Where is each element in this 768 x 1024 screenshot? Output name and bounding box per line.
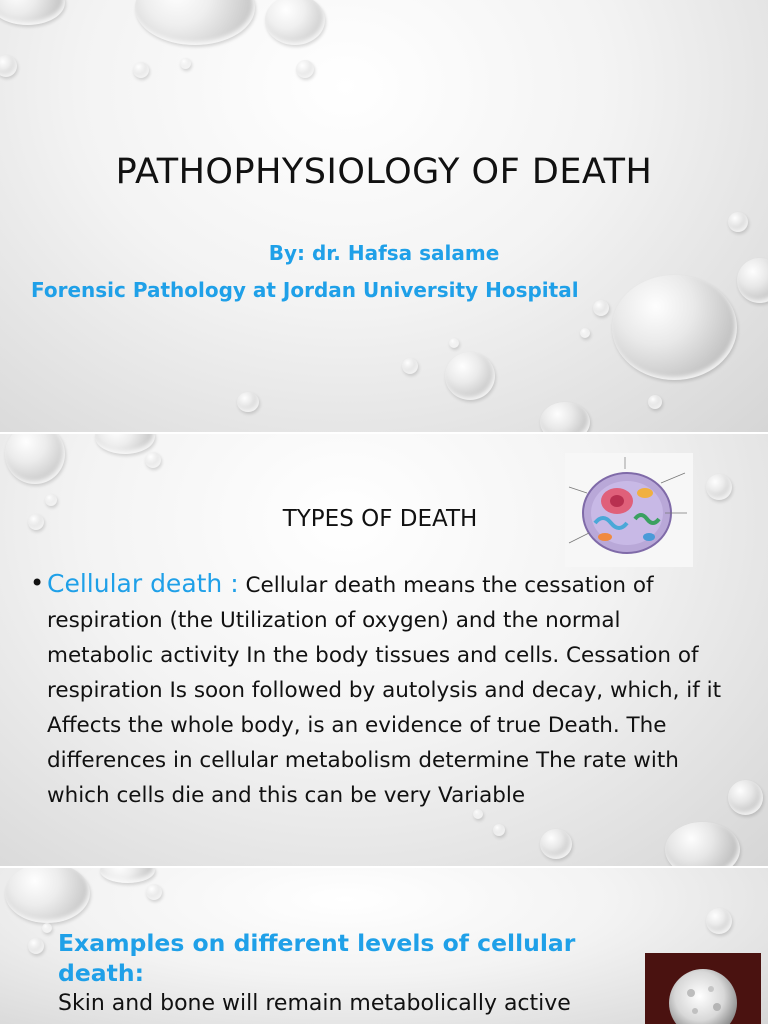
water-drop-icon: [135, 0, 255, 45]
water-drop-icon: [706, 908, 732, 934]
water-drop-icon: [665, 822, 740, 866]
page-title: PATHOPHYSIOLOGY OF DEATH: [115, 152, 653, 192]
water-drop-icon: [146, 884, 162, 900]
bullet-text-block: [30, 566, 730, 813]
water-drop-icon: [0, 0, 65, 25]
section-title: TYPES OF DEATH: [282, 506, 478, 532]
water-drop-icon: [493, 824, 505, 836]
water-drop-icon: [5, 868, 90, 923]
water-drop-icon: [445, 352, 495, 400]
water-drop-icon: [42, 923, 52, 933]
water-drop-icon: [45, 494, 57, 506]
water-drop-icon: [95, 434, 155, 454]
bullet-cellular-death: [30, 566, 730, 813]
water-drop-icon: [593, 300, 609, 316]
water-drop-icon: [237, 392, 259, 412]
water-drop-icon: [133, 62, 149, 78]
examples-body: Skin and bone will remain metabolically active: [58, 991, 571, 1016]
water-drop-icon: [265, 0, 325, 45]
water-drop-icon: [540, 829, 572, 859]
water-drop-icon: [580, 328, 590, 338]
bullet-body: Cellular death means the cessation of respiration (the Utilization of oxygen) and the normal metabolic activity In the body tissues and cells. Cessation of respiration Is soon followed by autolysis and decay, which, if it Affects the whole body, is an evidence of true Death. The differences in cellular metabolism determine The rate with which cells die and this can be very Variable: [47, 573, 722, 808]
water-drop-icon: [296, 60, 314, 78]
water-drop-icon: [612, 275, 737, 380]
slide-title: [0, 0, 768, 432]
water-drop-icon: [449, 338, 459, 348]
water-drop-icon: [402, 358, 418, 374]
examples-heading: Examples on different levels of cellular death:: [58, 929, 576, 987]
bullet-lead: Cellular death :: [47, 569, 239, 598]
affiliation-line: Forensic Pathology at Jordan University Hospital: [31, 278, 579, 302]
water-drop-icon: [0, 55, 17, 77]
water-drop-icon: [540, 402, 590, 432]
water-drop-icon: [706, 474, 732, 500]
water-drop-icon: [728, 212, 748, 232]
water-drop-icon: [100, 868, 155, 883]
water-drop-icon: [648, 395, 662, 409]
water-drop-icon: [28, 938, 44, 954]
white-blood-cell-photo-icon: [645, 953, 761, 1024]
water-drop-icon: [728, 780, 763, 815]
water-drop-icon: [145, 452, 161, 468]
water-drop-icon: [180, 58, 191, 69]
bullet-dot: •: [30, 569, 45, 597]
water-drop-icon: [5, 434, 65, 484]
author-line: By: dr. Hafsa salame: [268, 241, 500, 265]
white-blood-cell-image: [645, 953, 761, 1024]
